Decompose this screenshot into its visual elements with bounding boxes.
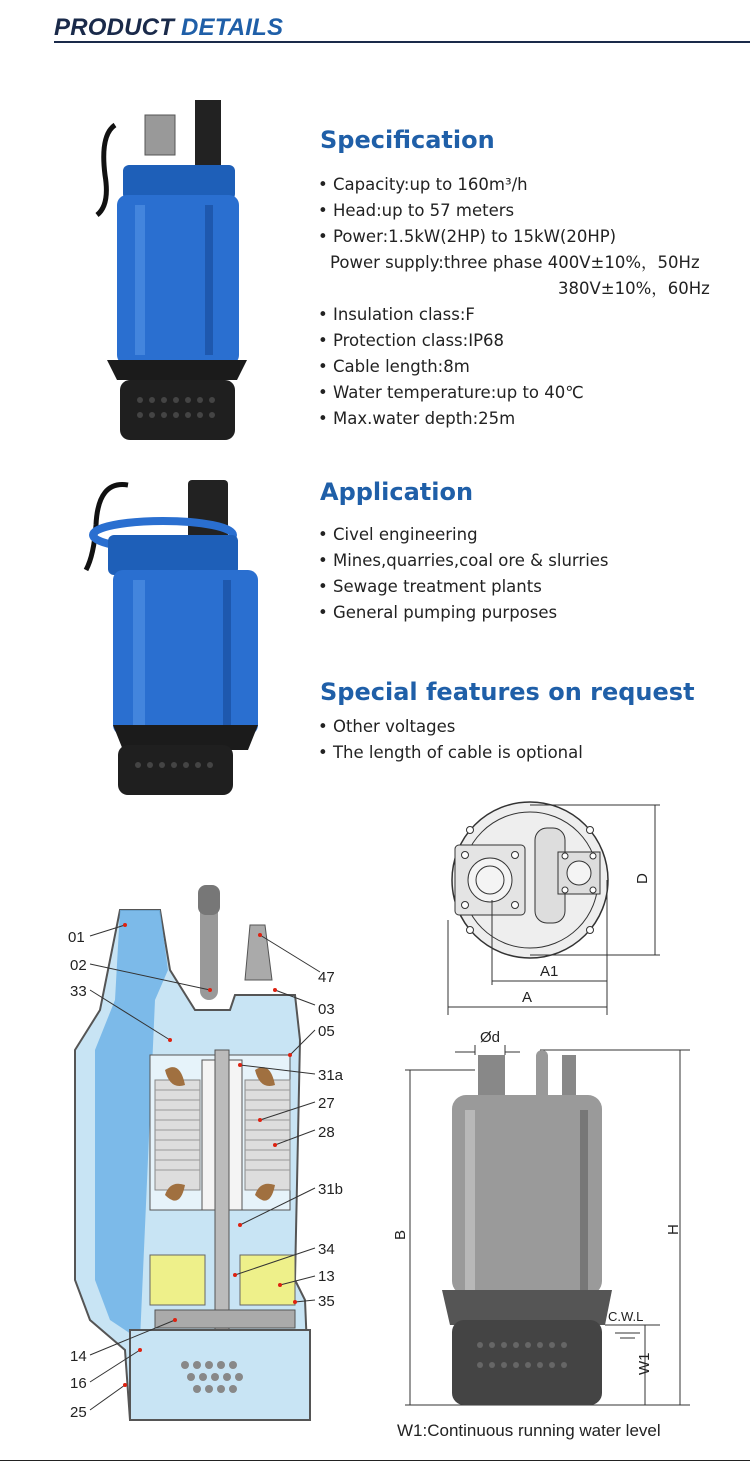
cutaway-label-34: 34 [318,1241,335,1258]
cutaway-label-31b: 31b [318,1181,344,1198]
dim-label-a: A [522,989,533,1006]
dim-label-b: B [392,1229,409,1240]
spec-water-depth: • Max.water depth:25m [318,409,516,428]
spec-protection: • Protection class:IP68 [318,331,505,350]
special-features-title: Special features on request [320,678,695,706]
spec-power-supply: Power supply:three phase 400V±10%，50Hz [330,253,700,272]
app-item: • Sewage treatment plants [318,577,542,596]
app-item: • Mines,quarries,coal ore & slurries [318,551,609,570]
cutaway-label-35: 35 [318,1293,335,1310]
dim-label-cwl: C.W.L [608,1309,644,1324]
cutaway-diagram [60,880,370,1440]
dim-label-h: H [665,1224,682,1235]
cutaway-label-16: 16 [70,1375,87,1392]
app-item: • General pumping purposes [318,603,558,622]
spec-water-temp: • Water temperature:up to 40℃ [318,383,584,402]
header-divider [54,41,750,43]
cutaway-label-25: 25 [70,1404,87,1421]
dim-label-od: Ød [480,1029,501,1046]
specification-list [318,172,710,432]
cutaway-label-13: 13 [318,1268,335,1285]
cutaway-label-47: 47 [318,969,335,986]
cutaway-label-31a: 31a [318,1067,344,1084]
spec-capacity: • Capacity:up to 160m³/h [318,175,528,194]
cutaway-label-05: 05 [318,1023,335,1040]
cutaway-label-28: 28 [318,1124,335,1141]
page-title-word-2: DETAILS [180,14,284,41]
diagram-caption: W1:Continuous running water level [397,1421,661,1440]
app-item: • Civel engineering [318,525,478,544]
footer-divider [0,1460,750,1461]
cutaway-label-01: 01 [68,929,85,946]
cutaway-label-27: 27 [318,1095,335,1112]
spec-power: • Power:1.5kW(2HP) to 15kW(20HP) [318,227,617,246]
special-item: • Other voltages [318,717,456,736]
cutaway-label-02: 02 [70,957,87,974]
application-title: Application [320,478,474,506]
dim-label-w1: W1 [636,1352,653,1375]
cutaway-label-03: 03 [318,1001,335,1018]
application-list [318,522,609,626]
spec-power-supply-alt: 380V±10%，60Hz [558,279,710,298]
pump-photo-middle [78,475,268,805]
spec-head: • Head:up to 57 meters [318,201,515,220]
specification-title: Specification [320,126,495,154]
page-title [54,14,283,42]
cutaway-label-14: 14 [70,1348,87,1365]
special-item: • The length of cable is optional [318,743,583,762]
pump-photo-top [85,95,255,455]
spec-cable: • Cable length:8m [318,357,470,376]
page-title-word-1: PRODUCT [54,14,175,41]
spec-insulation: • Insulation class:F [318,305,475,324]
cutaway-label-33: 33 [70,983,87,1000]
side-view-diagram [380,1025,700,1420]
dim-label-d: D [634,873,651,884]
top-view-diagram [440,800,670,1015]
special-features-list [318,714,583,766]
dim-label-a1: A1 [540,963,559,980]
